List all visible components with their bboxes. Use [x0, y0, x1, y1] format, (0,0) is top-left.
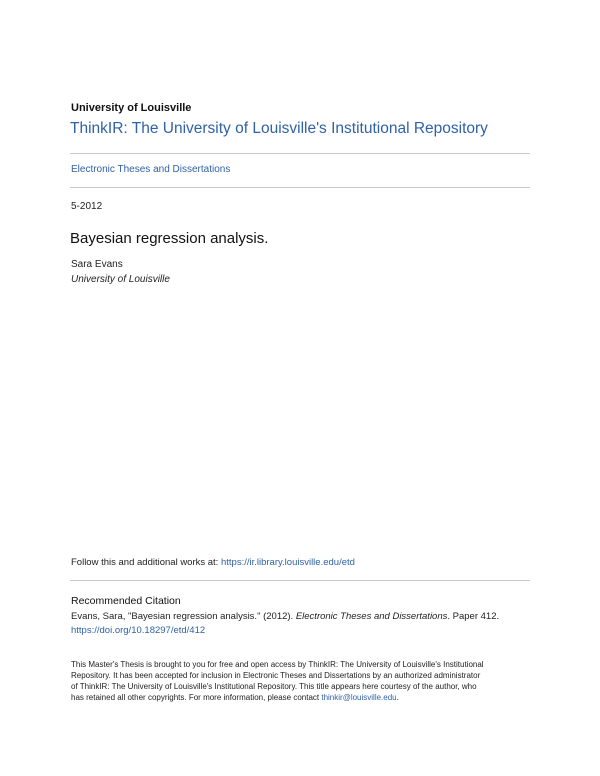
repository-link[interactable]: ThinkIR: The University of Louisville's Institutional Repository [70, 120, 488, 137]
divider [70, 580, 530, 581]
divider [70, 187, 530, 188]
notice-line4-suffix: . [396, 693, 399, 702]
citation-prefix: Evans, Sara, "Bayesian regression analysis." (2012). [71, 611, 296, 622]
publication-date: 5-2012 [71, 201, 103, 212]
contact-email-link[interactable]: thinkir@louisville.edu [321, 693, 397, 702]
document-title: Bayesian regression analysis. [70, 230, 269, 247]
author-name: Sara Evans [71, 259, 123, 270]
follow-line [71, 557, 355, 568]
citation-text [71, 611, 499, 622]
follow-text: Follow this and additional works at: [71, 557, 221, 568]
author-affiliation: University of Louisville [71, 274, 170, 285]
collection-link[interactable]: Electronic Theses and Dissertations [71, 164, 231, 175]
doi-link[interactable]: https://doi.org/10.18297/etd/412 [71, 625, 206, 636]
follow-link[interactable]: https://ir.library.louisville.edu/etd [220, 557, 355, 568]
notice-line-last [71, 692, 533, 703]
divider [70, 153, 530, 154]
citation-heading: Recommended Citation [71, 595, 181, 607]
citation-suffix: . Paper 412. [447, 611, 500, 622]
notice-line: of ThinkIR: The University of Louisville's Institutional Repository. This title appears here courtesy of the author, who [71, 682, 477, 691]
notice-line: Repository. It has been accepted for inclusion in Electronic Theses and Dissertations by an authorized administrator [71, 671, 481, 680]
access-notice [71, 659, 533, 703]
notice-line4-prefix: has retained all other copyrights. For more information, please contact [71, 693, 322, 702]
notice-line: This Master's Thesis is brought to you for free and open access by ThinkIR: The University of Louisville's Institutional [71, 660, 484, 669]
citation-series: Electronic Theses and Dissertations [295, 611, 448, 622]
institution-name: University of Louisville [71, 102, 192, 114]
